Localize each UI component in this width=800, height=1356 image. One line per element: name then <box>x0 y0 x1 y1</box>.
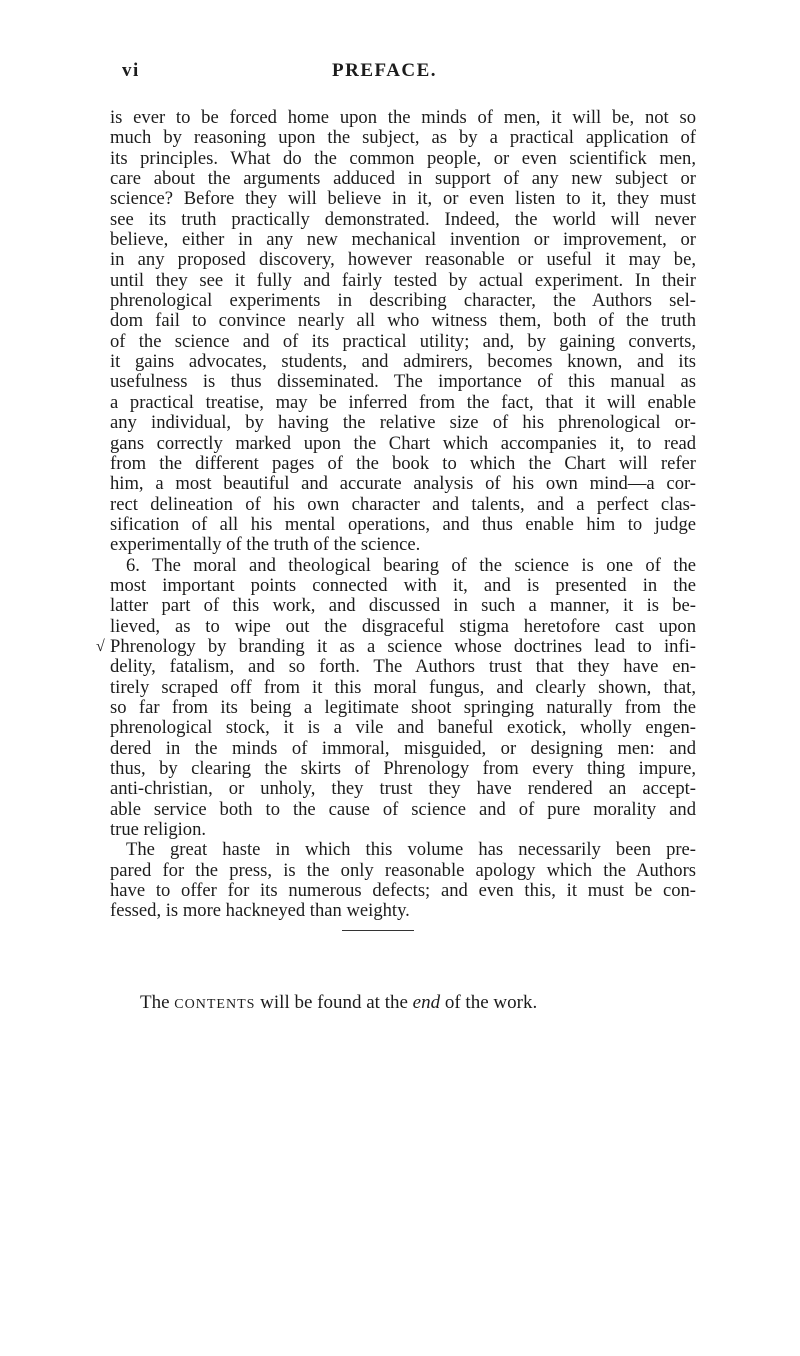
contents-note <box>140 992 537 1014</box>
text-line: believe, either in any new mechanical invention or improvement, or <box>110 229 696 251</box>
text-line: thus, by clearing the skirts of Phrenology from every thing impure, <box>110 758 696 779</box>
text-line: phrenological experiments in describing character, the Authors sel- <box>110 290 696 312</box>
text-line: so far from its being a legitimate shoot springing naturally from the <box>110 696 696 718</box>
margin-check-mark: √ <box>96 638 105 656</box>
text-line: from the different pages of the book to which the Chart will refer <box>110 452 696 474</box>
text-line: usefulness is thus disseminated. The importance of this manual as <box>110 371 696 393</box>
text-line: phrenological stock, it is a vile and baneful exotick, wholly engen- <box>110 717 696 739</box>
text-line: until they see it fully and fairly tested by actual experiment. In their <box>110 269 696 291</box>
text-line: is ever to be forced home upon the minds of men, it will be, not so <box>110 107 696 128</box>
text-line: true religion. <box>110 819 207 841</box>
text-line: anti-christian, or unholy, they trust they have rendered an accept- <box>110 778 696 800</box>
text-line: rect delineation of his own character and talents, and a perfect clas- <box>110 493 696 515</box>
contents-note-start: The <box>140 992 170 1013</box>
contents-note-end: of the work. <box>444 992 538 1013</box>
text-line: able service both to the cause of science and of pure morality and <box>110 798 696 820</box>
text-line: gans correctly marked upon the Chart which accompanies it, to read <box>110 432 696 454</box>
text-line: see its truth practically demonstrated. Indeed, the world will never <box>110 208 696 230</box>
running-head <box>122 60 678 88</box>
text-line: pared for the press, is the only reasonable apology which the Authors <box>110 859 696 881</box>
text-line: lieved, as to wipe out the disgraceful stigma heretofore cast upon <box>110 615 696 637</box>
section-divider <box>342 930 414 931</box>
text-line: sification of all his mental operations, and thus enable him to judge <box>110 513 696 535</box>
text-line: much by reasoning upon the subject, as by a practical application of <box>110 127 696 149</box>
text-line: dom fail to convince nearly all who witness them, both of the truth <box>110 310 696 332</box>
text-line: The great haste in which this volume has necessarily been pre- <box>126 839 696 861</box>
text-line: of the science and of its practical utility; and, by gaining converts, <box>110 330 696 352</box>
contents-word: CONTENTS <box>174 997 256 1012</box>
text-line: any individual, by having the relative size of his phrenological or- <box>110 412 696 434</box>
preface-body <box>96 107 696 922</box>
text-line: most important points connected with it, and is presented in the <box>110 574 696 596</box>
text-line: Phrenology by branding it as a science whose doctrines lead to infi- <box>110 635 696 657</box>
text-line: experimentally of the truth of the science. <box>110 534 421 556</box>
text-line: have to offer for its numerous defects; and even this, it must be con- <box>110 880 696 902</box>
page-title: PREFACE. <box>332 60 438 81</box>
text-line: its principles. What do the common people, or even scientifick men, <box>110 147 696 169</box>
text-line: delity, fatalism, and so forth. The Authors trust that they have en- <box>110 656 696 678</box>
text-line: dered in the minds of immoral, misguided, or designing men: and <box>110 737 696 759</box>
text-line: in any proposed discovery, however reasonable or useful it may be, <box>110 249 696 271</box>
text-line: a practical treatise, may be inferred from the fact, that it will enable <box>110 391 696 413</box>
text-line: 6. The moral and theological bearing of the science is one of the <box>126 554 696 576</box>
text-line: it gains advocates, students, and admirers, becomes known, and its <box>110 351 696 373</box>
text-line: him, a most beautiful and accurate analysis of his own mind—a cor- <box>110 473 696 495</box>
text-line: science? Before they will believe in it, or even listen to it, they must <box>110 188 696 210</box>
text-line: latter part of this work, and discussed in such a manner, it is be- <box>110 595 696 617</box>
end-word: end <box>412 992 441 1013</box>
page-number: vi <box>122 60 140 81</box>
text-line: fessed, is more hackneyed than weighty. <box>110 900 410 922</box>
text-line: tirely scraped off from it this moral fungus, and clearly shown, that, <box>110 676 696 698</box>
text-line: care about the arguments adduced in support of any new subject or <box>110 168 696 190</box>
contents-note-middle: will be found at the <box>260 992 408 1013</box>
